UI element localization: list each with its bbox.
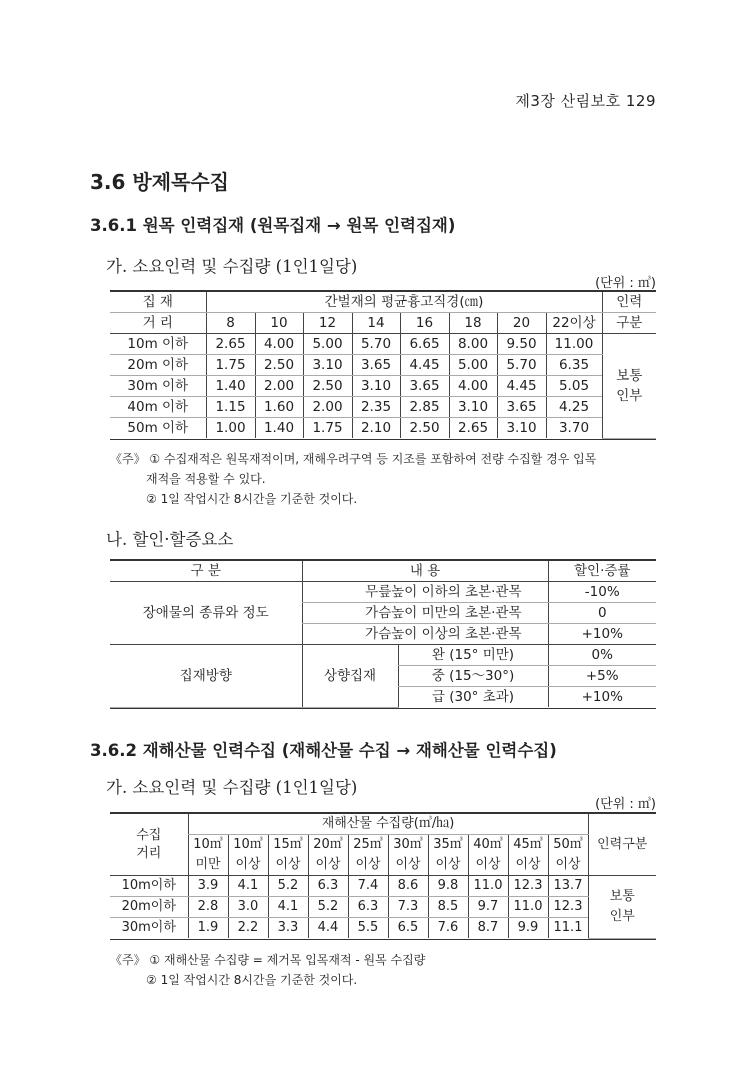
- table-cell: 3.0: [228, 897, 268, 918]
- col-header: 10: [255, 313, 303, 334]
- table-cell: +10%: [548, 687, 656, 708]
- table-cell: 2.85: [400, 397, 449, 418]
- labor-type-1: 보통: [609, 888, 635, 904]
- table-cell: 3.65: [400, 376, 449, 397]
- table-na: [110, 559, 656, 709]
- table-cell: +10%: [548, 624, 656, 645]
- table-cell: 6.3: [308, 876, 348, 897]
- col-header-qualifier: 이상: [388, 855, 428, 876]
- subheading-na: 나. 할인·할증요소: [106, 530, 234, 549]
- col-header-qualifier: 이상: [508, 855, 548, 876]
- col-header: 18: [449, 313, 497, 334]
- table-cell: 7.3: [388, 897, 428, 918]
- table-row: [110, 876, 656, 897]
- col-header: 14: [352, 313, 400, 334]
- table-cell: 무릎높이 이하의 초본·관목: [302, 582, 548, 603]
- header-rate: 할인·증률: [548, 561, 656, 582]
- col-header-volume: 40㎥: [468, 835, 508, 856]
- table-cell: -10%: [548, 582, 656, 603]
- table-cell: 1.15: [206, 397, 255, 418]
- table-cell: 급 (30° 초과): [398, 687, 548, 708]
- table-cell: 11.0: [468, 876, 508, 897]
- table-row: [110, 355, 656, 376]
- table-cell: 4.25: [546, 397, 602, 418]
- note: 《주》 ① 수집재적은 원목재적이며, 재해우려구역 등 지조를 포함하여 전량 수집할 경우 입목: [110, 452, 597, 466]
- table-cell: 2.8: [188, 897, 228, 918]
- header-category: 구 분: [110, 561, 302, 582]
- header-labor: 인력구분: [588, 814, 656, 876]
- header-distance: [110, 814, 188, 876]
- table-cell: 6.35: [546, 355, 602, 376]
- table-cell: 3.9: [188, 876, 228, 897]
- col-header-qualifier: 이상: [308, 855, 348, 876]
- table-row: [110, 334, 656, 355]
- table-cell: 11.00: [546, 334, 602, 355]
- table-cell: 3.65: [497, 397, 546, 418]
- table-cell: 8.5: [428, 897, 468, 918]
- labor-type: [588, 876, 656, 939]
- col-header: 22이상: [546, 313, 602, 334]
- table-cell: 5.70: [352, 334, 400, 355]
- table-cell: 9.9: [508, 918, 548, 939]
- row-label: 40m 이하: [110, 397, 206, 418]
- table-cell: 5.00: [303, 334, 352, 355]
- row-label: 20m이하: [110, 897, 188, 918]
- col-header-volume: 20㎥: [308, 835, 348, 856]
- table-cell: 1.60: [255, 397, 303, 418]
- running-header: 제3장 산림보호 129: [515, 92, 656, 110]
- unit-label-362: (단위 : ㎥): [595, 797, 656, 812]
- col-header-volume: 25㎥: [348, 835, 388, 856]
- table-cell: 가슴높이 이상의 초본·관목: [302, 624, 548, 645]
- table-cell: 3.65: [352, 355, 400, 376]
- table-cell: 2.2: [228, 918, 268, 939]
- table-cell: 0%: [548, 645, 656, 666]
- table-cell: 3.10: [497, 418, 546, 439]
- subsection-title-361: 3.6.1 원목 인력집재 (원목집재 → 원목 인력집재): [90, 216, 456, 235]
- table-cell: 2.65: [206, 334, 255, 355]
- header-content: 내 용: [302, 561, 548, 582]
- header-distance-2: 거리: [136, 845, 162, 861]
- subheading-ga-362: 가. 소요인력 및 수집량 (1인1일당): [106, 778, 358, 797]
- table-cell: 8.00: [449, 334, 497, 355]
- col-header-qualifier: 이상: [348, 855, 388, 876]
- table-cell: 6.65: [400, 334, 449, 355]
- table-cell: 5.70: [497, 355, 546, 376]
- table-cell: 2.50: [303, 376, 352, 397]
- header-distance-1: 수집: [136, 827, 162, 843]
- table-cell: 9.8: [428, 876, 468, 897]
- table-cell: 2.50: [400, 418, 449, 439]
- col-header-qualifier: 이상: [428, 855, 468, 876]
- header-diameter-group: 간벌재의 평균흉고직경(㎝): [206, 292, 602, 313]
- table-cell: 4.1: [268, 897, 308, 918]
- col-header-volume: 15㎥: [268, 835, 308, 856]
- table-cell: 0: [548, 603, 656, 624]
- table-cell: 4.00: [255, 334, 303, 355]
- group-uphill: 상향집재: [302, 645, 398, 708]
- table-cell: 2.35: [352, 397, 400, 418]
- note: ② 1일 작업시간 8시간을 기준한 것이다.: [146, 492, 358, 506]
- table-cell: 3.10: [352, 376, 400, 397]
- table-cell: 6.5: [388, 918, 428, 939]
- table-cell: 5.00: [449, 355, 497, 376]
- col-header-volume: 10㎥: [188, 835, 228, 856]
- col-header: 20: [497, 313, 546, 334]
- table-cell: 3.10: [449, 397, 497, 418]
- table-cell: 5.2: [268, 876, 308, 897]
- table-cell: 가슴높이 미만의 초본·관목: [302, 603, 548, 624]
- labor-type-1: 보통: [616, 367, 643, 384]
- unit-label-361: (단위 : ㎥): [595, 276, 656, 291]
- note: ② 1일 작업시간 8시간을 기준한 것이다.: [146, 973, 358, 987]
- col-header-volume: 30㎥: [388, 835, 428, 856]
- table-362: [110, 812, 656, 940]
- table-row: [110, 397, 656, 418]
- col-header-volume: 10㎥: [228, 835, 268, 856]
- table-cell: 4.00: [449, 376, 497, 397]
- section-title: 3.6 방제목수집: [90, 170, 229, 194]
- table-cell: 1.9: [188, 918, 228, 939]
- row-label: 30m 이하: [110, 376, 206, 397]
- col-header-qualifier: 이상: [468, 855, 508, 876]
- table-cell: 12.3: [508, 876, 548, 897]
- table-cell: 2.10: [352, 418, 400, 439]
- table-cell: 13.7: [548, 876, 588, 897]
- table-cell: 1.40: [255, 418, 303, 439]
- table-cell: 4.4: [308, 918, 348, 939]
- table-cell: 12.3: [548, 897, 588, 918]
- table-cell: 11.1: [548, 918, 588, 939]
- table-cell: 7.6: [428, 918, 468, 939]
- table-row: [110, 376, 656, 397]
- notes-362: [110, 950, 425, 990]
- table-cell: 4.1: [228, 876, 268, 897]
- row-label: 10m이하: [110, 876, 188, 897]
- table-cell: 9.50: [497, 334, 546, 355]
- row-label: 20m 이하: [110, 355, 206, 376]
- header-volume-group: 재해산물 수집량(㎥/㏊): [188, 814, 588, 835]
- header-distance-1: 집 재: [110, 292, 206, 313]
- table-cell: 4.45: [400, 355, 449, 376]
- table-cell: 5.5: [348, 918, 388, 939]
- row-label: 50m 이하: [127, 420, 189, 436]
- table-361: [110, 290, 656, 440]
- note: 재적을 적용할 수 있다.: [146, 472, 266, 486]
- col-header-qualifier: 이상: [228, 855, 268, 876]
- subsection-title-362: 3.6.2 재해산물 인력수집 (재해산물 수집 → 재해산물 인력수집): [90, 741, 557, 760]
- table-cell: 7.4: [348, 876, 388, 897]
- table-cell: 3.10: [303, 355, 352, 376]
- row-label: 10m 이하: [110, 334, 206, 355]
- notes-361: [110, 449, 596, 509]
- table-row: [110, 918, 656, 939]
- col-header-volume: 45㎥: [508, 835, 548, 856]
- table-cell: 9.7: [468, 897, 508, 918]
- table-cell: 6.3: [348, 897, 388, 918]
- group-direction: 집재방향: [110, 645, 302, 708]
- table-cell: 5.2: [308, 897, 348, 918]
- table-cell: +5%: [548, 666, 656, 687]
- table-cell: 2.65: [449, 418, 497, 439]
- table-cell: 11.0: [508, 897, 548, 918]
- table-cell: 1.00: [206, 418, 255, 439]
- table-cell: 중 (15～30°): [398, 666, 548, 687]
- table-cell: 2.00: [303, 397, 352, 418]
- table-cell: 8.6: [388, 876, 428, 897]
- col-header-qualifier: 이상: [548, 855, 588, 876]
- table-cell: 4.45: [497, 376, 546, 397]
- note: 《주》 ① 재해산물 수집량 = 제거목 입목재적 - 원목 수집량: [110, 953, 426, 967]
- col-header: 16: [400, 313, 449, 334]
- col-header-volume: 50㎥: [548, 835, 588, 856]
- table-cell: 8.7: [468, 918, 508, 939]
- table-cell: 1.75: [206, 355, 255, 376]
- header-distance-2: 거 리: [110, 313, 206, 334]
- col-header: 8: [206, 313, 255, 334]
- table-cell: 2.50: [255, 355, 303, 376]
- labor-type: [602, 334, 656, 439]
- table-row: [110, 897, 656, 918]
- col-header-qualifier: 이상: [268, 855, 308, 876]
- header-labor-2: 구분: [602, 313, 656, 334]
- col-header: 12: [303, 313, 352, 334]
- group-obstacle: 장애물의 종류와 정도: [110, 582, 302, 645]
- table-cell: 3.3: [268, 918, 308, 939]
- table-cell: 1.40: [206, 376, 255, 397]
- table-cell: 완 (15° 미만): [398, 645, 548, 666]
- table-row: [110, 418, 656, 439]
- col-header-qualifier: 미만: [188, 855, 228, 876]
- labor-type-2: 인부: [609, 908, 635, 924]
- table-cell: 1.75: [303, 418, 352, 439]
- table-cell: 2.00: [255, 376, 303, 397]
- subheading-ga-361: 가. 소요인력 및 수집량 (1인1일당): [106, 257, 358, 276]
- header-labor-1: 인력: [602, 292, 656, 313]
- labor-type-2: 인부: [616, 387, 643, 404]
- row-label: 30m이하: [121, 920, 176, 935]
- col-header-volume: 35㎥: [428, 835, 468, 856]
- table-cell: 5.05: [546, 376, 602, 397]
- table-cell: 3.70: [546, 418, 602, 439]
